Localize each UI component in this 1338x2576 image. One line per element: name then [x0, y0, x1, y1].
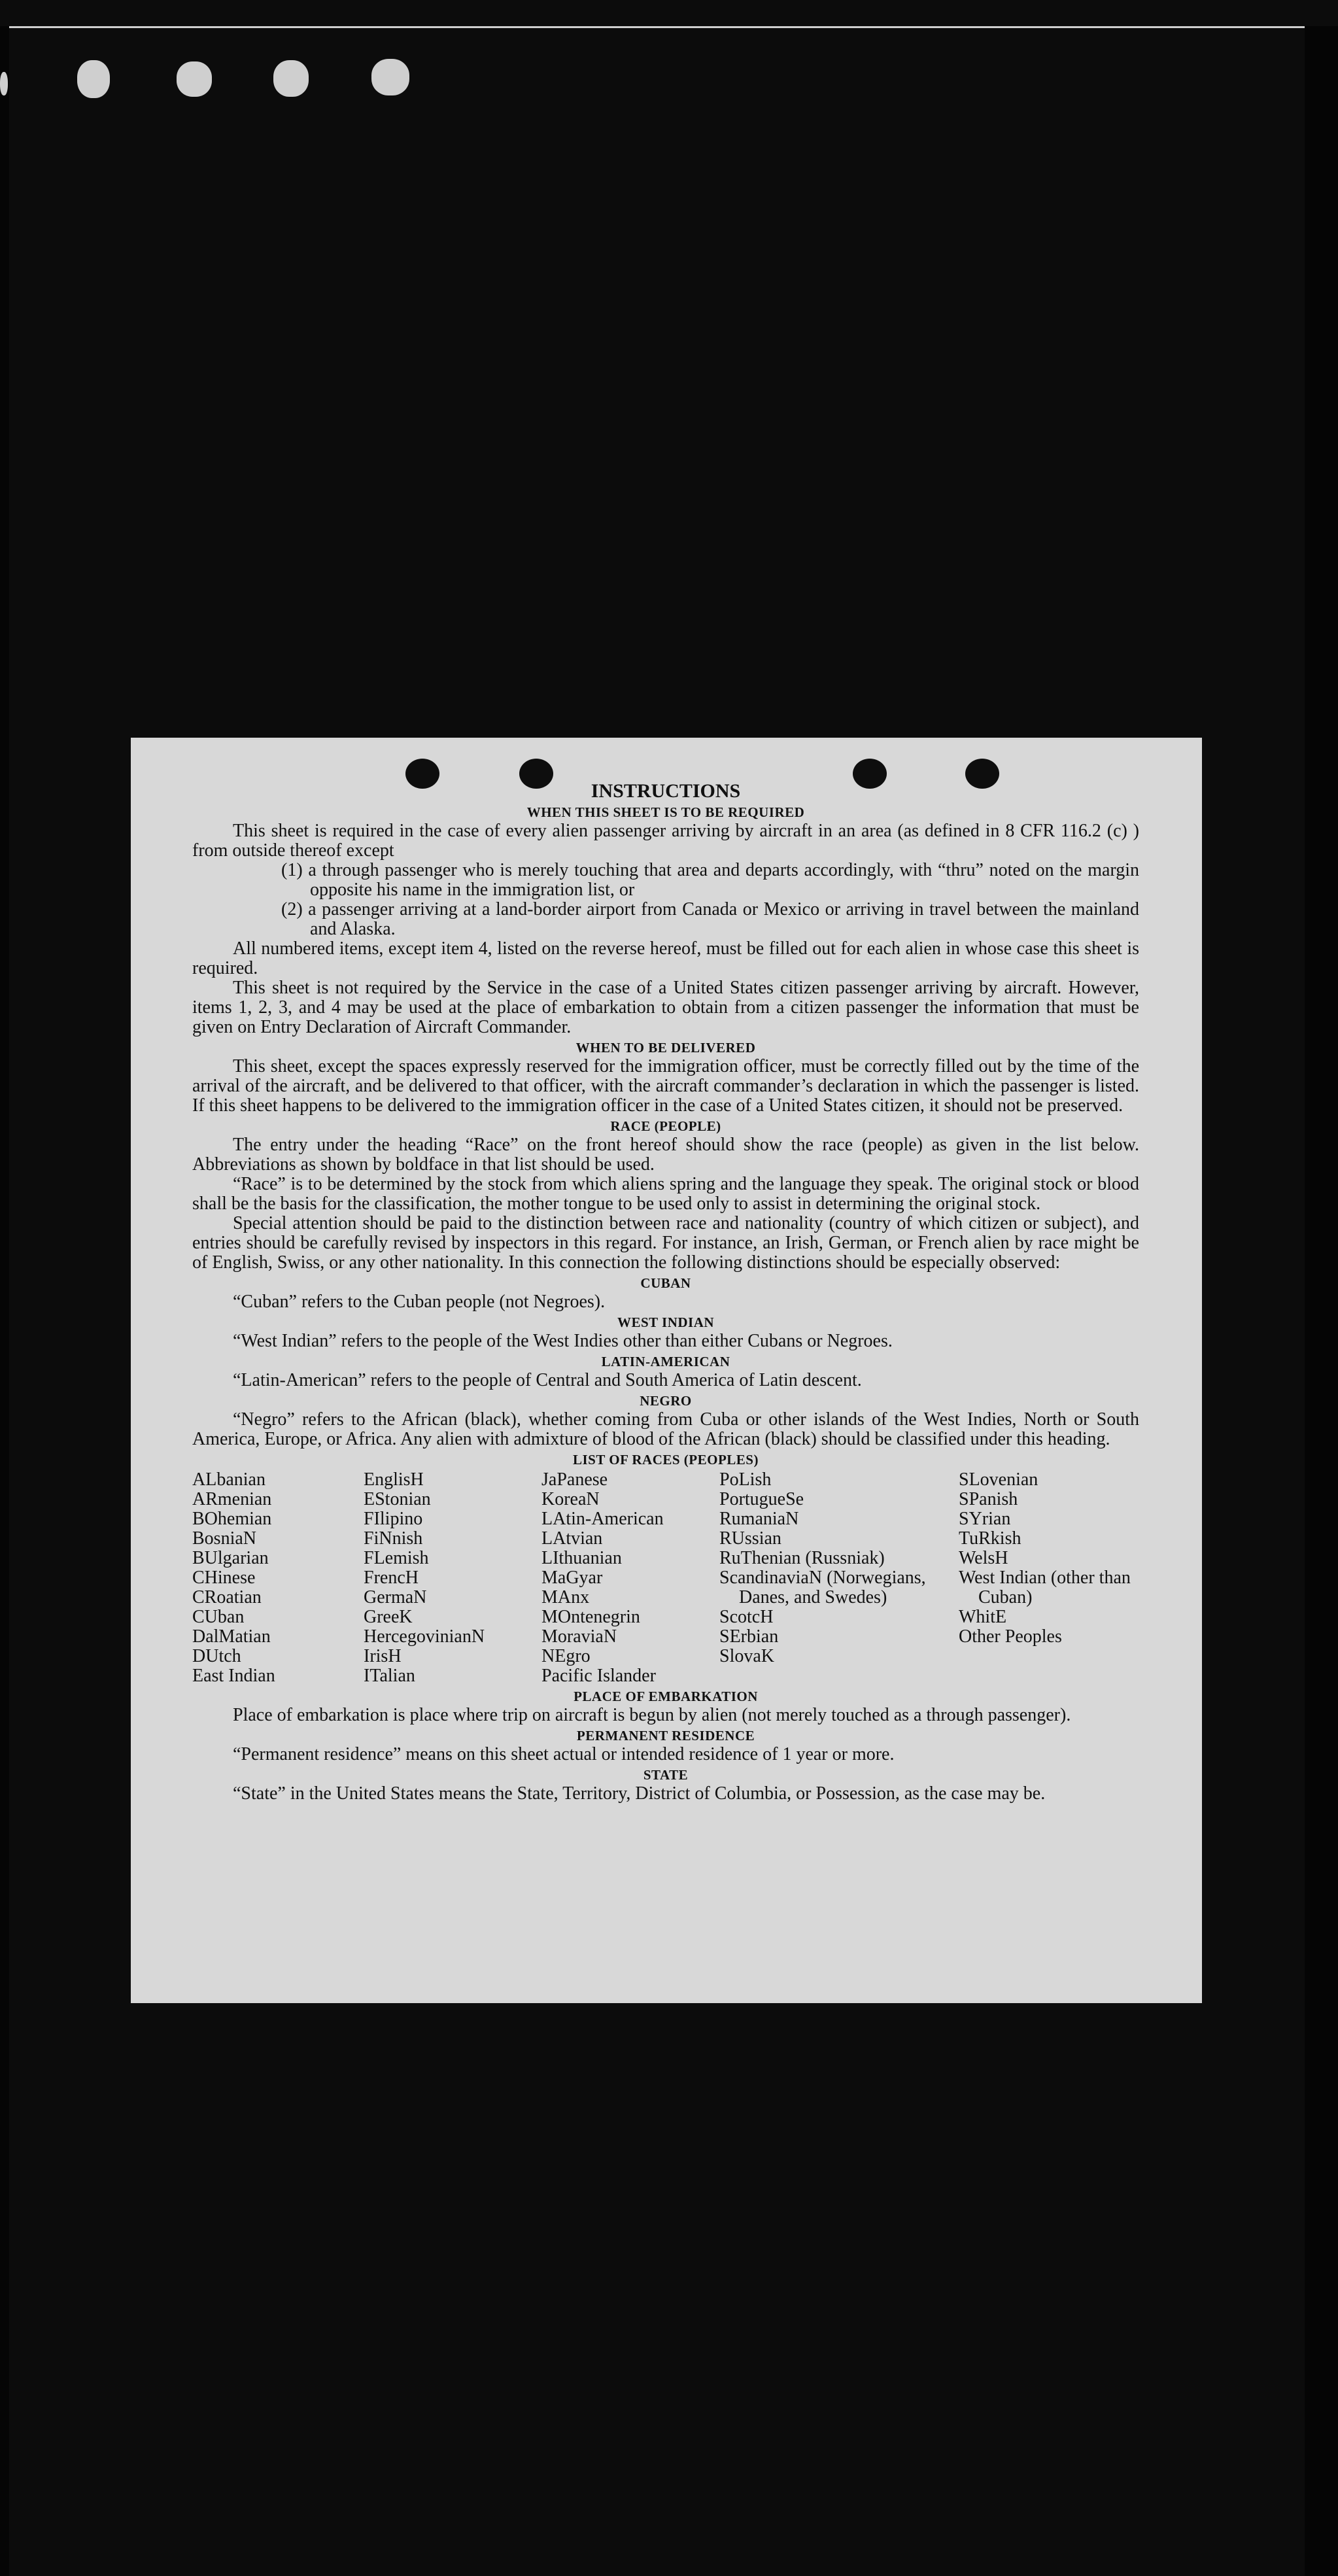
paragraph-latin-american: “Latin-American” refers to the people of Central and South America of Latin descent.	[233, 1370, 862, 1390]
race-entry: DUtch	[192, 1646, 241, 1666]
race-entry: CHinese	[192, 1568, 256, 1588]
race-entry: PoLish	[719, 1469, 772, 1490]
heading-when-required: WHEN THIS SHEET IS TO BE REQUIRED	[526, 804, 805, 820]
paragraph-delivered: This sheet, except the spaces expressly reserved for the immigration officer, must be correctly filled out by the time of the arrival of the aircraft, and be delivered to that officer, with the aircraft commander’s declaration in which the passenger is listed. If this sheet happens to be delivered to the immigration officer in the case of a United States citizen, it should not be preserved.	[192, 1056, 1139, 1116]
race-entry: CUban	[192, 1607, 245, 1627]
paragraph-west-indian: “West Indian” refers to the people of the West Indies other than either Cubans or Negroes.	[233, 1331, 893, 1351]
race-entry: TuRkish	[959, 1528, 1021, 1549]
race-entry: SLovenian	[959, 1469, 1038, 1490]
race-entry: LAtvian	[541, 1528, 603, 1549]
paragraph-negro: “Negro” refers to the African (black), whether coming from Cuba or other islands of the West Indies, North or South America, Europe, or Africa. Any alien with admixture of blood of the African (black) should be classified under this heading.	[192, 1409, 1139, 1449]
heading-latin-american: LATIN-AMERICAN	[601, 1354, 730, 1369]
race-entry: RumaniaN	[719, 1509, 799, 1529]
exception-item-1: (1) a through passenger who is merely touching that area and departs accordingly, with “thru” noted on the margin opposite his name in the immigration list, or	[281, 860, 1139, 900]
race-entry: DalMatian	[192, 1626, 271, 1647]
race-entry: GermaN	[364, 1587, 427, 1607]
paragraph-state: “State” in the United States means the State, Territory, District of Columbia, or Possession, as the case may be.	[233, 1783, 1046, 1804]
race-entry: SYrian	[959, 1509, 1011, 1529]
race-entry: PortugueSe	[719, 1489, 804, 1509]
heading-when-delivered: WHEN TO BE DELIVERED	[575, 1040, 756, 1056]
heading-list-of-races: LIST OF RACES (PEOPLES)	[573, 1452, 759, 1468]
race-entry: SErbian	[719, 1626, 779, 1647]
paragraph-permanent-residence: “Permanent residence” means on this sheet actual or intended residence of 1 year or more.	[233, 1744, 895, 1764]
film-perforation-mark	[273, 60, 309, 97]
race-entry: WhitE	[959, 1607, 1007, 1627]
race-entry: West Indian (other than Cuban)	[959, 1568, 1131, 1607]
instruction-sheet	[131, 738, 1202, 2003]
race-entry: IrisH	[364, 1646, 402, 1666]
exception-item-2: (2) a passenger arriving at a land-border airport from Canada or Mexico or arriving in travel between the mainland and Alaska.	[281, 899, 1139, 939]
race-entry: NEgro	[541, 1646, 591, 1666]
paragraph-numbered-items: All numbered items, except item 4, listed on the reverse hereof, must be filled out for each alien in whose case this sheet is required.	[192, 938, 1139, 978]
page-title: INSTRUCTIONS	[591, 780, 741, 802]
race-entry: BUlgarian	[192, 1548, 269, 1568]
paragraph-not-required: This sheet is not required by the Service in the case of a United States citizen passenger arriving by aircraft. However, items 1, 2, 3, and 4 may be used at the place of embarkation to obtain from a citizen passenger the information that must be given on Entry Declaration of Aircraft Commander.	[192, 978, 1139, 1037]
race-entry: CRoatian	[192, 1587, 262, 1607]
paragraph-cuban: “Cuban” refers to the Cuban people (not Negroes).	[233, 1292, 606, 1312]
film-edge-line	[0, 26, 1305, 28]
race-entry: EStonian	[364, 1489, 431, 1509]
races-column	[364, 1470, 541, 1686]
heading-place-of-embarkation: PLACE OF EMBARKATION	[574, 1689, 758, 1704]
race-entry: SPanish	[959, 1489, 1018, 1509]
heading-state: STATE	[643, 1767, 689, 1783]
race-entry: KoreaN	[541, 1489, 600, 1509]
film-perforation-mark	[0, 72, 8, 95]
race-entry: ScotcH	[719, 1607, 774, 1627]
paragraph-required: This sheet is required in the case of every alien passenger arriving by aircraft in an area (as defined in 8 CFR 116.2 (c) ) from outside thereof except	[192, 821, 1139, 861]
race-entry: FiNnish	[364, 1528, 423, 1549]
races-column	[959, 1470, 1139, 1686]
heading-race: RACE (PEOPLE)	[610, 1118, 721, 1134]
race-entry: FrencH	[364, 1568, 419, 1588]
race-entry: ALbanian	[192, 1469, 266, 1490]
race-entry: Other Peoples	[959, 1626, 1062, 1647]
paragraph-race-3: Special attention should be paid to the distinction between race and nationality (country of which citizen or subject), and entries should be carefully revised by inspectors in this regard. For instance, an Irish, German, or French alien by race might be of English, Swiss, or any other nationality. In this connection the following distinctions should be especially observed:	[192, 1213, 1139, 1273]
heading-cuban: CUBAN	[640, 1275, 691, 1291]
paragraph-race-2: “Race” is to be determined by the stock from which aliens spring and the language they speak. The original stock or blood shall be the basis for the classification, the mother tongue to be used only to assist in determining the original stock.	[192, 1174, 1139, 1214]
race-entry: ITalian	[364, 1666, 415, 1686]
race-entry: EnglisH	[364, 1469, 424, 1490]
race-entry: LIthuanian	[541, 1548, 622, 1568]
race-entry: RuThenian (Russniak)	[719, 1548, 885, 1568]
race-entry: LAtin-American	[541, 1509, 664, 1529]
heading-permanent-residence: PERMANENT RESIDENCE	[576, 1728, 755, 1743]
race-entry: RUssian	[719, 1528, 781, 1549]
race-entry: ARmenian	[192, 1489, 272, 1509]
race-entry: WelsH	[959, 1548, 1008, 1568]
race-entry: Pacific Islander	[541, 1666, 656, 1686]
film-perforation-mark	[371, 59, 409, 95]
race-entry: MAnx	[541, 1587, 590, 1607]
race-entry: HercegovinianN	[364, 1626, 485, 1647]
race-entry: ScandinaviaN (Norwegians, Danes, and Swedes)	[719, 1568, 926, 1607]
race-entry: FIlipino	[364, 1509, 423, 1529]
film-perforation-mark	[177, 61, 212, 97]
races-list	[192, 1470, 1139, 1686]
races-column	[719, 1470, 959, 1686]
race-entry: JaPanese	[541, 1469, 608, 1490]
race-entry: BosniaN	[192, 1528, 256, 1549]
race-entry: FLemish	[364, 1548, 429, 1568]
heading-negro: NEGRO	[640, 1393, 692, 1409]
race-entry: SlovaK	[719, 1646, 774, 1666]
paragraph-race-1: The entry under the heading “Race” on the front hereof should show the race (people) as given in the list below. Abbreviations as shown by boldface in that list should be used.	[192, 1135, 1139, 1175]
heading-west-indian: WEST INDIAN	[617, 1314, 715, 1330]
race-entry: East Indian	[192, 1666, 275, 1686]
race-entry: MaGyar	[541, 1568, 603, 1588]
film-right-border	[1305, 26, 1338, 2576]
film-perforation-mark	[77, 60, 110, 98]
instructions-text	[192, 781, 1139, 1804]
races-column	[192, 1470, 364, 1686]
races-column	[541, 1470, 719, 1686]
race-entry: MoraviaN	[541, 1626, 617, 1647]
race-entry: MOntenegrin	[541, 1607, 640, 1627]
film-left-border	[0, 26, 9, 2576]
race-entry: GreeK	[364, 1607, 413, 1627]
race-entry: BOhemian	[192, 1509, 272, 1529]
paragraph-place-of-embarkation: Place of embarkation is place where trip on aircraft is begun by alien (not merely touched as a through passenger).	[233, 1705, 1071, 1725]
